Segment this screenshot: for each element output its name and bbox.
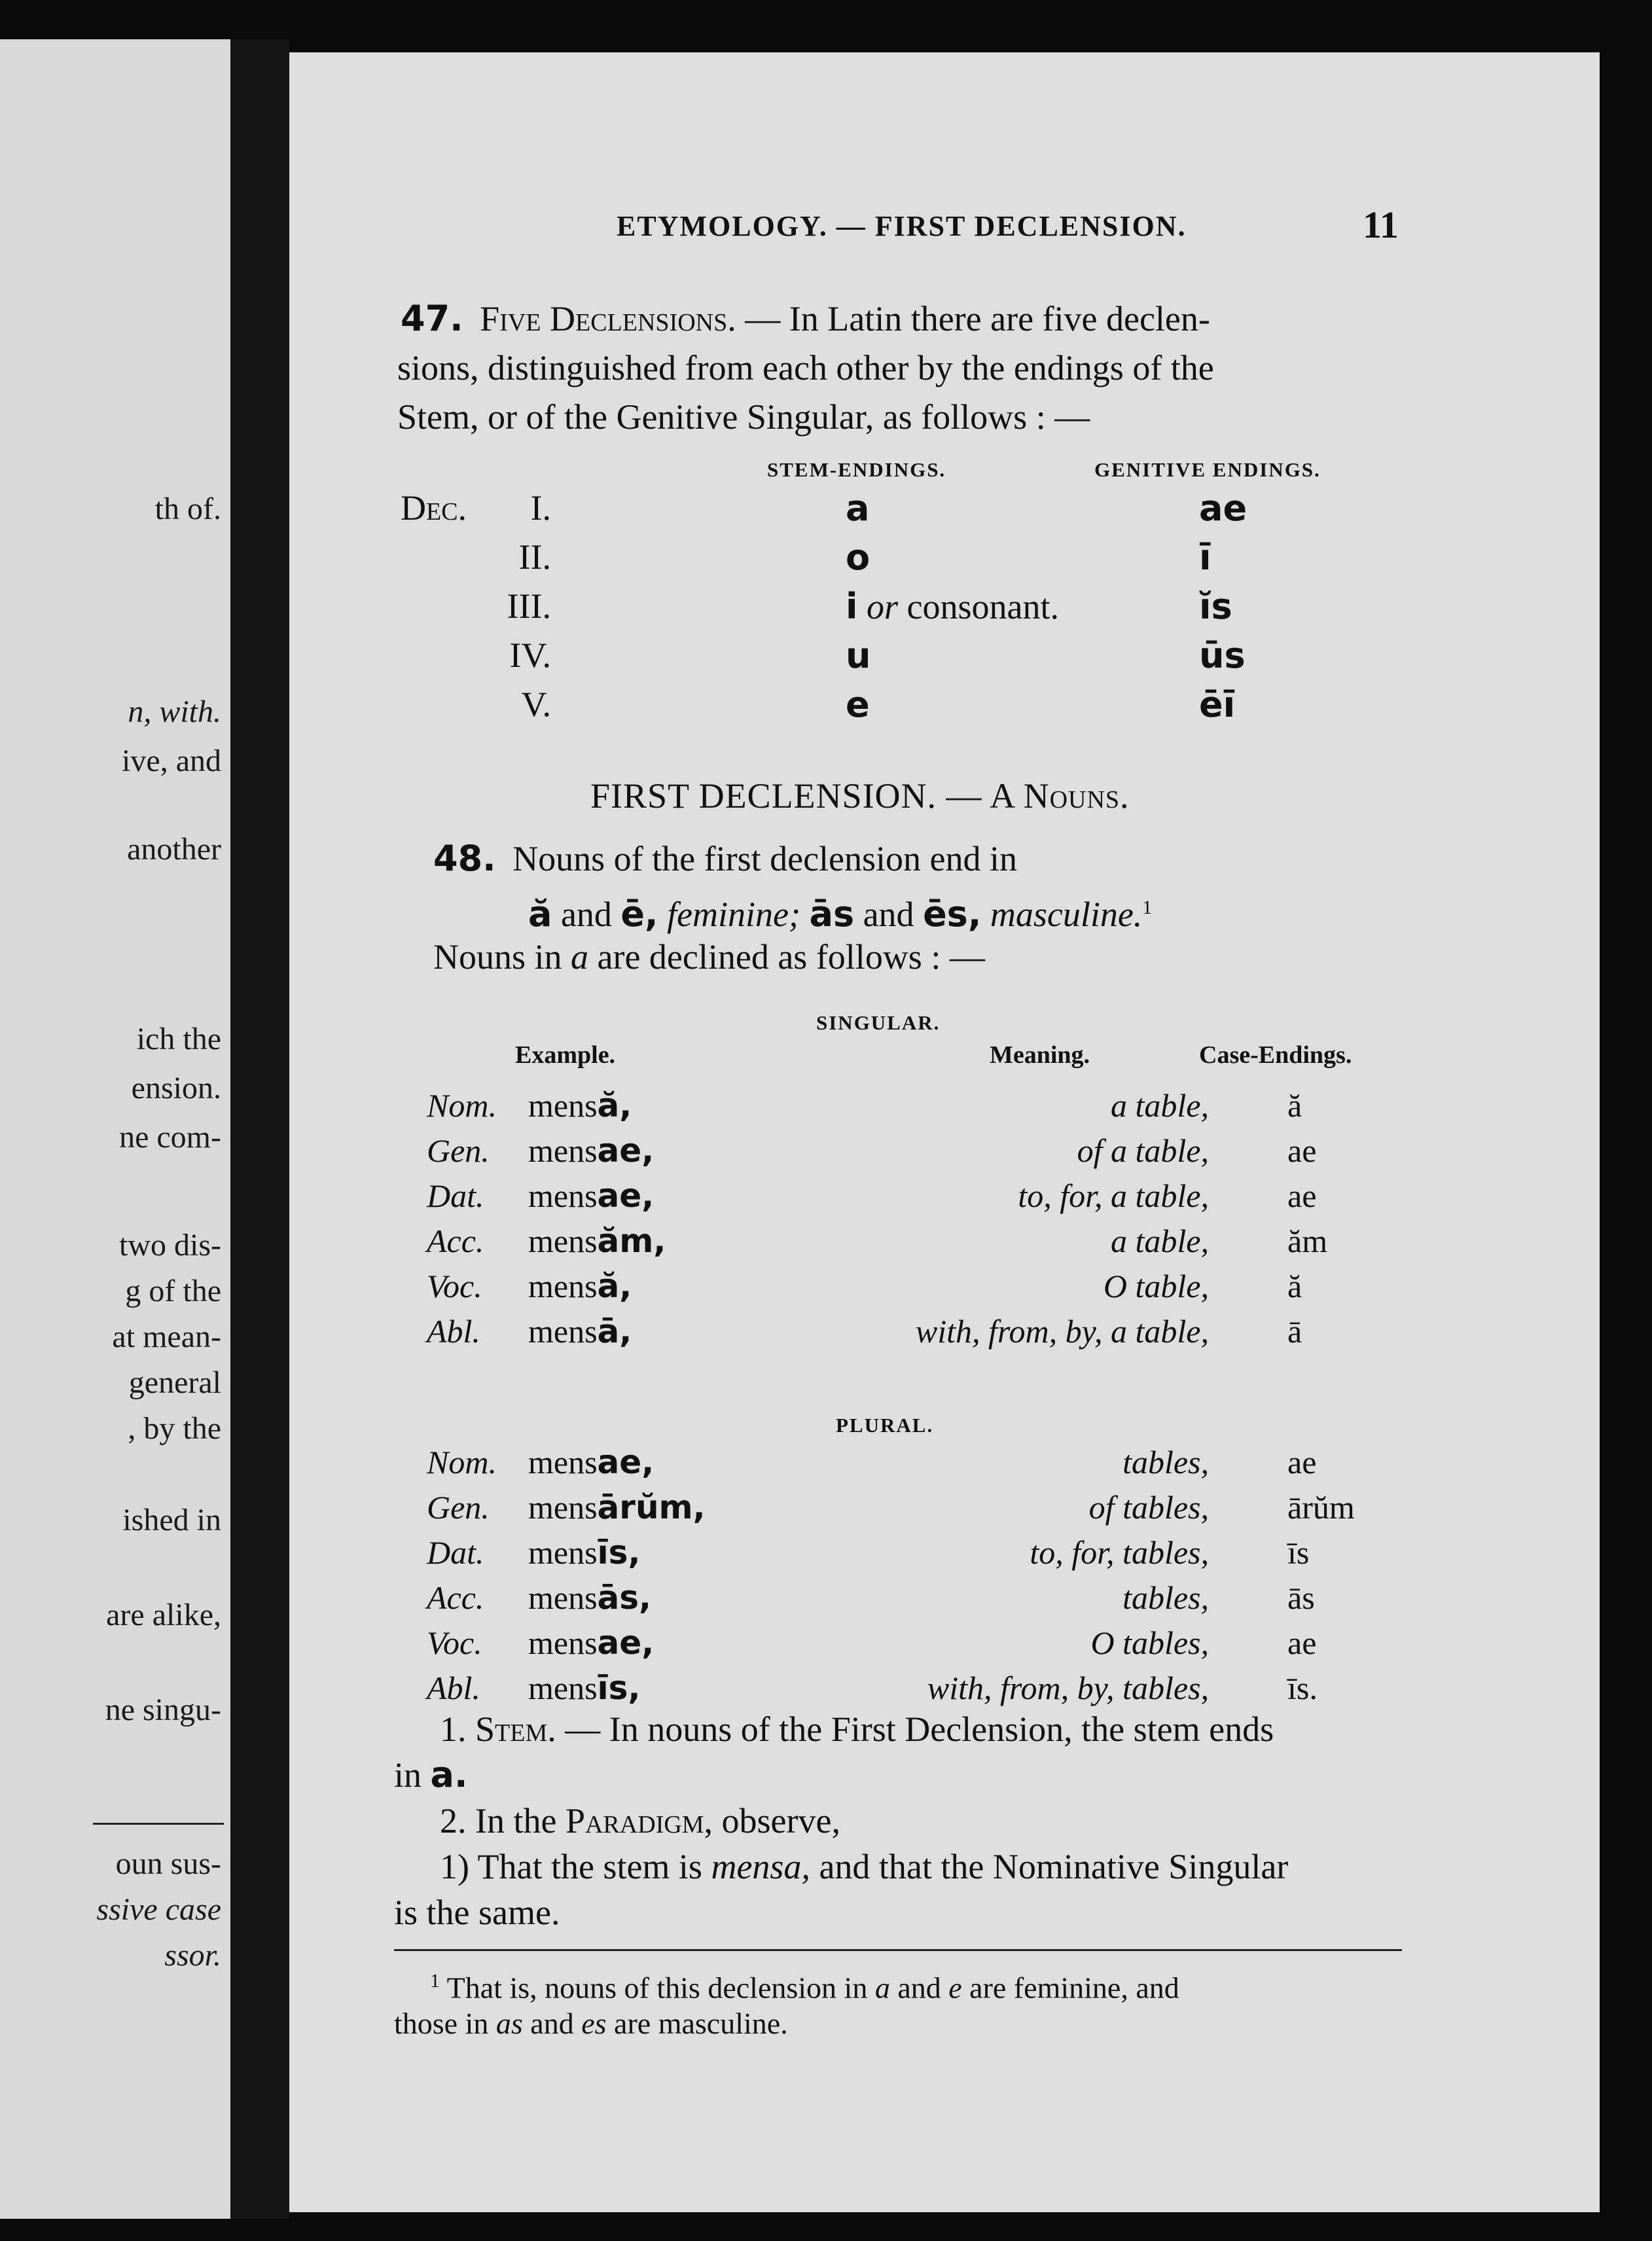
genitive-ending: ēī bbox=[1199, 684, 1236, 725]
case-ending: ae bbox=[1287, 1132, 1317, 1169]
stem-ending: e bbox=[846, 684, 870, 725]
case-ending: ae bbox=[1287, 1624, 1317, 1661]
case-name: Gen. bbox=[427, 1489, 490, 1526]
note-1-cont: in a. bbox=[394, 1754, 468, 1795]
section-48-line3: Nouns in a are declined as follows : — bbox=[433, 937, 985, 977]
example-word: mensārŭm, bbox=[528, 1488, 706, 1526]
first-declension-heading: FIRST DECLENSION. — A Nouns. bbox=[590, 776, 1130, 816]
case-ending: ā bbox=[1287, 1313, 1302, 1350]
case-name: Acc. bbox=[427, 1223, 484, 1259]
genitive-ending: ī bbox=[1199, 537, 1212, 578]
example-word: mensā, bbox=[528, 1312, 632, 1350]
left-fragment: oun sus- bbox=[115, 1846, 221, 1881]
left-fragment: general bbox=[128, 1365, 221, 1400]
case-endings-col-head: Case-Endings. bbox=[1199, 1041, 1352, 1069]
case-name: Voc. bbox=[427, 1624, 482, 1661]
case-ending: ă bbox=[1287, 1087, 1302, 1124]
meaning-text: of a table, bbox=[1077, 1132, 1209, 1169]
case-ending: ă bbox=[1287, 1268, 1302, 1304]
note-1: 1. Stem. — In nouns of the First Declension, the stem ends bbox=[440, 1710, 1274, 1749]
example-word: mensae, bbox=[528, 1177, 655, 1215]
footnote-rule bbox=[394, 1949, 1402, 1951]
left-fragment: at mean- bbox=[112, 1319, 221, 1354]
example-col-head: Example. bbox=[515, 1041, 616, 1069]
left-fragment: ive, and bbox=[122, 744, 221, 778]
meaning-text: O table, bbox=[1103, 1268, 1209, 1304]
case-ending: ăm bbox=[1287, 1223, 1328, 1259]
note-3: 1) That the stem is mensa, and that the Nominative Singular bbox=[440, 1847, 1289, 1886]
left-fragment: another bbox=[127, 832, 221, 867]
genitive-endings-heading: GENITIVE ENDINGS. bbox=[1094, 458, 1321, 481]
left-page-fragment bbox=[0, 39, 230, 2219]
case-ending: ae bbox=[1287, 1177, 1317, 1214]
left-fragment: ssor. bbox=[164, 1938, 221, 1973]
section-48-line1: 48. Nouns of the first declension end in bbox=[433, 838, 1018, 879]
example-word: mensae, bbox=[528, 1132, 655, 1170]
plural-label: PLURAL. bbox=[836, 1414, 934, 1437]
note-2: 2. In the Paradigm, observe, bbox=[440, 1801, 840, 1840]
dec-number: I. bbox=[530, 488, 551, 528]
section-48-line2: ă and ē, feminine; ās and ēs, masculine.$^1$ bbox=[528, 893, 1153, 935]
page-number: 11 bbox=[1363, 204, 1399, 246]
example-word: mensă, bbox=[528, 1086, 632, 1124]
meaning-text: to, for, a table, bbox=[1018, 1177, 1209, 1214]
book-page bbox=[289, 52, 1600, 2212]
note-3-cont: is the same. bbox=[394, 1893, 560, 1932]
case-name: Voc. bbox=[427, 1268, 482, 1304]
left-fragment: , by the bbox=[128, 1411, 221, 1446]
genitive-ending: ae bbox=[1199, 488, 1248, 529]
case-ending: īs bbox=[1287, 1534, 1310, 1571]
meaning-text: with, from, by, a table, bbox=[915, 1313, 1209, 1350]
dec-number: V. bbox=[521, 685, 551, 724]
case-name: Acc. bbox=[427, 1579, 484, 1616]
left-fragment: ssive case bbox=[96, 1892, 221, 1927]
left-fragment: ich the bbox=[136, 1022, 221, 1056]
left-fragment: ne com- bbox=[119, 1120, 221, 1155]
meaning-text: of tables, bbox=[1088, 1489, 1209, 1526]
meaning-text: a table, bbox=[1111, 1223, 1209, 1259]
singular-label: SINGULAR. bbox=[816, 1011, 941, 1034]
case-name: Dat. bbox=[427, 1177, 484, 1214]
dec-number: II. bbox=[518, 537, 551, 577]
case-name: Gen. bbox=[427, 1132, 490, 1169]
example-word: mensăm, bbox=[528, 1222, 666, 1260]
left-fragment: are alike, bbox=[106, 1598, 221, 1632]
meaning-text: a table, bbox=[1111, 1087, 1209, 1124]
case-ending: ae bbox=[1287, 1444, 1317, 1480]
stem-ending: a bbox=[846, 488, 870, 529]
genitive-ending: ĭs bbox=[1199, 586, 1232, 627]
left-fragment: th of. bbox=[154, 492, 221, 526]
footnote-line2: those in as and es are masculine. bbox=[394, 2007, 788, 2040]
left-fragment: g of the bbox=[125, 1274, 221, 1308]
meaning-text: with, from, by, tables, bbox=[927, 1670, 1209, 1706]
case-name: Abl. bbox=[427, 1670, 480, 1706]
left-fragment: ne singu- bbox=[105, 1693, 221, 1727]
left-fragment: n, with. bbox=[128, 694, 221, 729]
meaning-col-head: Meaning. bbox=[990, 1041, 1090, 1069]
dec-label: Dec. bbox=[401, 488, 467, 528]
meaning-text: tables, bbox=[1122, 1579, 1209, 1616]
example-word: mensīs, bbox=[528, 1533, 641, 1571]
example-word: mensae, bbox=[528, 1624, 655, 1662]
left-fragment: ished in bbox=[122, 1503, 221, 1537]
meaning-text: O tables, bbox=[1090, 1624, 1209, 1661]
example-word: mensīs, bbox=[528, 1669, 641, 1707]
case-name: Abl. bbox=[427, 1313, 480, 1350]
footnote-line1: $^1$ That is, nouns of this declension in a and e are feminine, and bbox=[430, 1970, 1179, 2005]
section-47-line1: 47. Five Declensions. — In Latin there are five declen- bbox=[401, 298, 1210, 339]
example-word: mensă, bbox=[528, 1267, 632, 1305]
section-47-line3: Stem, or of the Genitive Singular, as follows : — bbox=[397, 397, 1090, 437]
stem-endings-heading: STEM-ENDINGS. bbox=[767, 458, 946, 481]
running-title: ETYMOLOGY. — FIRST DECLENSION. bbox=[617, 210, 1187, 242]
case-ending: īs. bbox=[1287, 1670, 1318, 1706]
section-47-line2: sions, distinguished from each other by the endings of the bbox=[397, 348, 1214, 387]
meaning-text: to, for, tables, bbox=[1030, 1534, 1209, 1571]
dec-number: IV. bbox=[509, 636, 551, 675]
case-ending: ās bbox=[1287, 1579, 1315, 1616]
case-ending: ārŭm bbox=[1287, 1489, 1355, 1526]
book-gutter bbox=[230, 39, 289, 2219]
stem-ending: u bbox=[846, 635, 871, 676]
meaning-text: tables, bbox=[1122, 1444, 1209, 1480]
stem-ending: o bbox=[846, 537, 871, 578]
case-name: Nom. bbox=[427, 1087, 497, 1124]
case-name: Dat. bbox=[427, 1534, 484, 1571]
left-fragment: two dis- bbox=[119, 1228, 221, 1263]
stem-ending-row3: i or consonant. bbox=[846, 586, 1059, 627]
case-name: Nom. bbox=[427, 1444, 497, 1480]
example-word: mensae, bbox=[528, 1443, 655, 1481]
left-footnote-rule bbox=[93, 1823, 224, 1825]
left-fragment: ension. bbox=[131, 1071, 221, 1105]
genitive-ending: ūs bbox=[1199, 635, 1246, 676]
dec-number: III. bbox=[507, 586, 551, 626]
example-word: mensās, bbox=[528, 1579, 652, 1617]
